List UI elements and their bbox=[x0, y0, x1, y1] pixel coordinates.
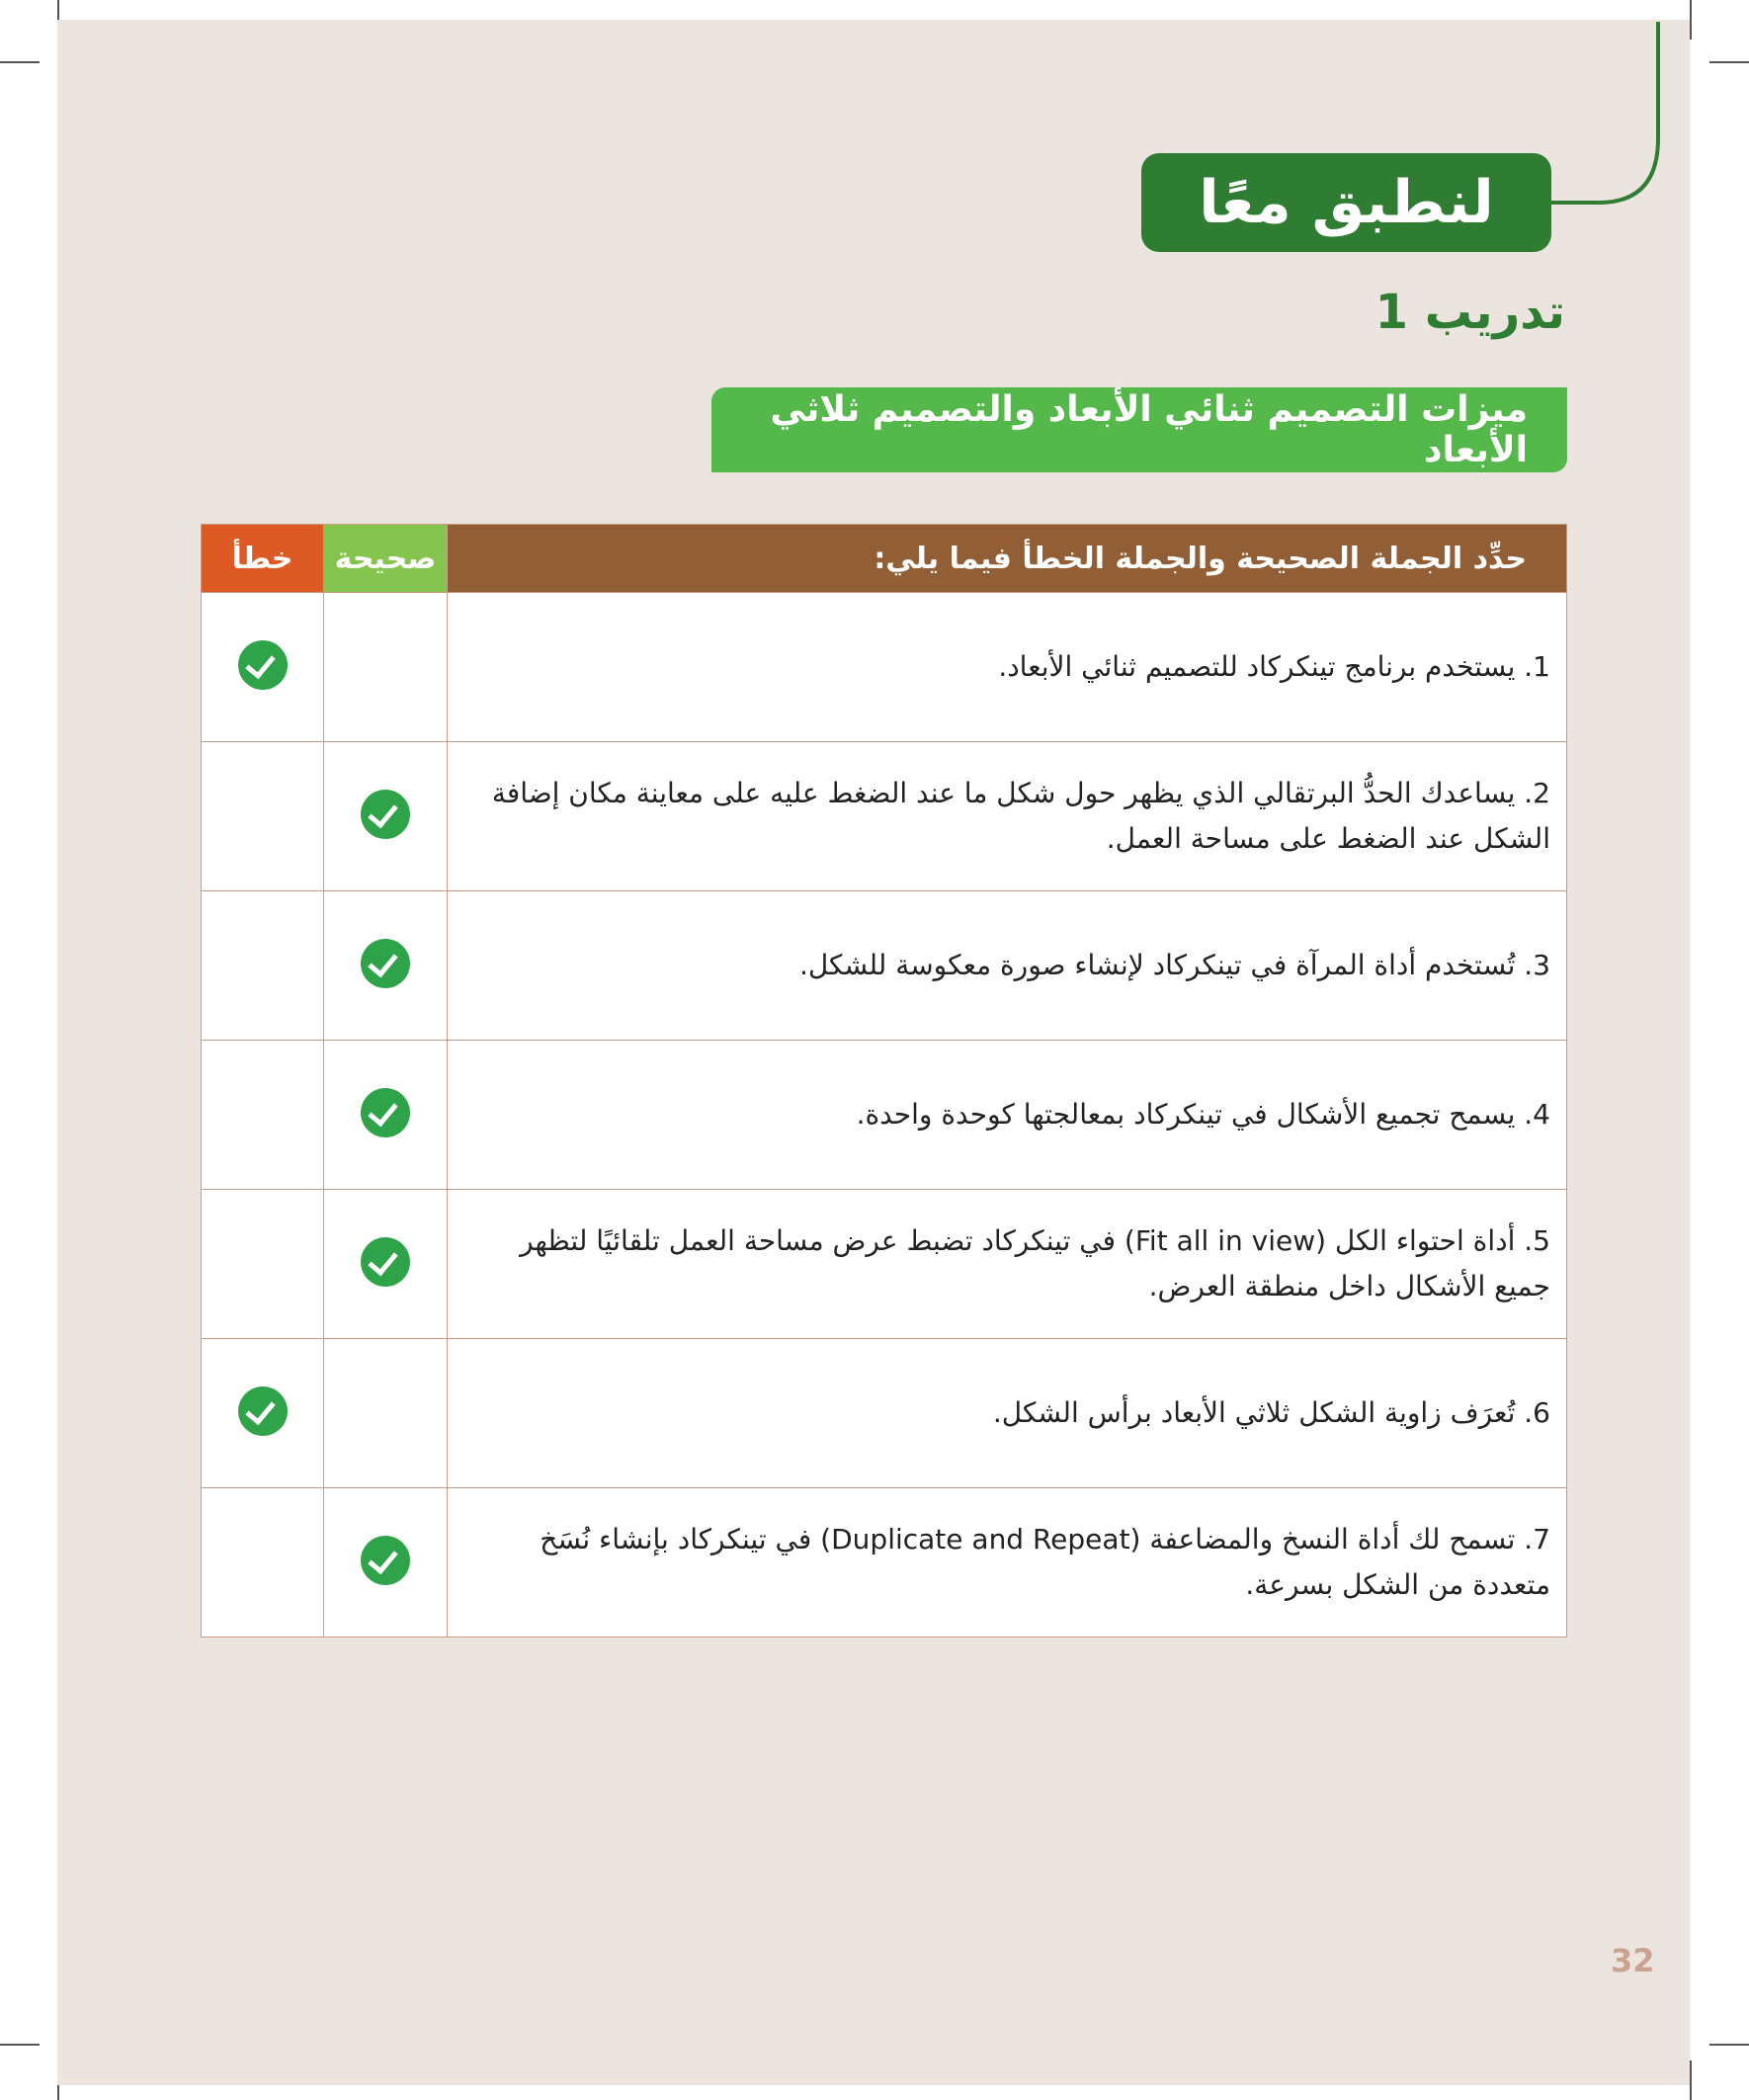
false-column-header: خطأ bbox=[202, 525, 324, 593]
banner-title: لنطبق معًا bbox=[1199, 168, 1494, 237]
false-answer-cell[interactable] bbox=[202, 1488, 324, 1638]
check-circle-icon bbox=[361, 1088, 410, 1137]
statement-text: 2. يساعدك الحدُّ البرتقالي الذي يظهر حول شكل ما عند الضغط عليه على معاينة مكان إضافة الشكل عند الضغط على مساحة العمل. bbox=[448, 742, 1567, 891]
true-answer-cell[interactable] bbox=[324, 593, 448, 742]
statement-text: 5. أداة احتواء الكل (Fit all in view) في تينكركاد تضبط عرض مساحة العمل تلقائيًا لتظهر جميع الأشكال داخل منطقة العرض. bbox=[448, 1190, 1567, 1339]
table-header-row bbox=[202, 525, 1567, 593]
false-answer-cell[interactable] bbox=[202, 1190, 324, 1339]
true-false-table bbox=[201, 524, 1567, 1638]
section-title: ميزات التصميم ثنائي الأبعاد والتصميم ثلاثي الأبعاد bbox=[770, 389, 1528, 470]
check-circle-icon bbox=[361, 1237, 410, 1287]
statement-text: 3. تُستخدم أداة المرآة في تينكركاد لإنشاء صورة معكوسة للشكل. bbox=[448, 891, 1567, 1041]
true-answer-cell[interactable] bbox=[324, 891, 448, 1041]
statement-text: 7. تسمح لك أداة النسخ والمضاعفة (Duplicate and Repeat) في تينكركاد بإنشاء نُسَخ متعددة من الشكل بسرعة. bbox=[448, 1488, 1567, 1638]
check-circle-icon bbox=[361, 1536, 410, 1585]
false-answer-cell[interactable] bbox=[202, 742, 324, 891]
false-answer-cell[interactable] bbox=[202, 593, 324, 742]
page-number: 32 bbox=[1611, 1942, 1655, 1979]
true-answer-cell[interactable] bbox=[324, 742, 448, 891]
statement-text: 1. يستخدم برنامج تينكركاد للتصميم ثنائي الأبعاد. bbox=[448, 593, 1567, 742]
table-row bbox=[202, 891, 1567, 1041]
section-title-bar bbox=[711, 387, 1567, 472]
false-answer-cell[interactable] bbox=[202, 1339, 324, 1488]
activity-banner bbox=[1141, 153, 1551, 252]
table-row bbox=[202, 742, 1567, 891]
table-row bbox=[202, 1190, 1567, 1339]
true-answer-cell[interactable] bbox=[324, 1488, 448, 1638]
statement-text: 4. يسمح تجميع الأشكال في تينكركاد بمعالجتها كوحدة واحدة. bbox=[448, 1041, 1567, 1190]
check-circle-icon bbox=[238, 640, 288, 690]
true-answer-cell[interactable] bbox=[324, 1190, 448, 1339]
table-row bbox=[202, 593, 1567, 742]
drill-title: تدريب 1 bbox=[1374, 285, 1565, 340]
instruction-header: حدِّد الجملة الصحيحة والجملة الخطأ فيما يلي: bbox=[448, 525, 1567, 593]
table-row bbox=[202, 1041, 1567, 1190]
check-circle-icon bbox=[361, 790, 410, 839]
true-answer-cell[interactable] bbox=[324, 1041, 448, 1190]
table-row bbox=[202, 1339, 1567, 1488]
false-answer-cell[interactable] bbox=[202, 891, 324, 1041]
true-answer-cell[interactable] bbox=[324, 1339, 448, 1488]
check-circle-icon bbox=[238, 1386, 288, 1436]
check-circle-icon bbox=[361, 939, 410, 988]
true-column-header: صحيحة bbox=[324, 525, 448, 593]
table-row bbox=[202, 1488, 1567, 1638]
statement-text: 6. تُعرَف زاوية الشكل ثلاثي الأبعاد برأس الشكل. bbox=[448, 1339, 1567, 1488]
false-answer-cell[interactable] bbox=[202, 1041, 324, 1190]
